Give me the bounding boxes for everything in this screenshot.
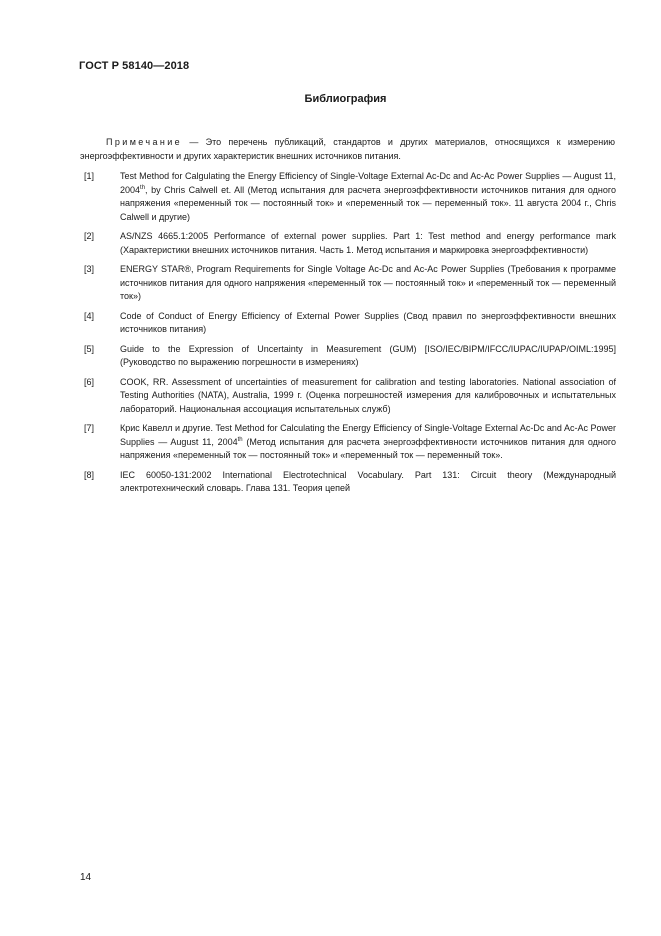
- entry-text-main: ENERGY STAR®, Program Requirements for Single Voltage Ac-Dc and Ac-Ac Power Supplies (Требования к программе источников питания для одного напряжения «переменный ток — постоянный ток» и «переменный ток — переменный ток»): [120, 264, 616, 301]
- page-number: 14: [80, 872, 92, 883]
- bibliography-entry: [80, 376, 616, 417]
- entry-text: [120, 343, 616, 370]
- entry-number: [2]: [84, 231, 95, 241]
- bibliography-entry: [80, 263, 616, 304]
- entry-text-main: IEC 60050-131:2002 International Electrotechnical Vocabulary. Part 131: Circuit theory (Международный электротехнический словарь. Глава 131. Теория цепей: [120, 469, 616, 493]
- entry-text-main: Code of Conduct of Energy Efficiency of External Power Supplies (Свод правил по энергоэффективности внешних источников питания): [120, 310, 616, 334]
- entry-number: [7]: [84, 423, 95, 433]
- note-label: Примечание: [106, 137, 183, 147]
- entry-text-continued: (Метод испытания для расчета энергоэффективности источников питания для одного напряжения «переменный ток — постоянный ток» и «переменный ток — переменный ток».: [120, 436, 616, 460]
- entry-number: [4]: [84, 310, 95, 321]
- entry-text: [120, 422, 616, 463]
- entry-text-main: Guide to the Expression of Uncertainty in Measurement (GUM) [ISO/IEC/BIPM/IFCC/IUPAC/IUPAP/OIML:1995] (Руководство по выражению погрешности в измерениях): [120, 343, 616, 367]
- entry-number: [5]: [84, 343, 95, 354]
- entry-text: [120, 263, 616, 304]
- bibliography-list: [80, 170, 616, 502]
- note-text: — Это перечень публикаций, стандартов и других материалов, относящихся к измерению энергоэффективности и других характеристик внешних источников питания.: [80, 137, 615, 161]
- bibliography-entry: [80, 343, 616, 370]
- entry-text-main: COOK, RR. Assessment of uncertainties of measurement for calibration and testing laboratories. National association of Testing Authorities (NATA), Australia, 1999 г. (Оценка погрешностей измерения для калибровочных и испытательных лабораторий. Национальная ассоциация испытательных служб): [120, 376, 616, 414]
- entry-number: [8]: [84, 469, 95, 480]
- entry-text: [120, 469, 616, 496]
- entry-number: [6]: [84, 376, 95, 387]
- entry-number: [3]: [84, 264, 95, 274]
- entry-text: [120, 376, 616, 417]
- entry-text-main: Крис Кавелл и другие. Test Method for Calculating the Energy Efficiency of Single-Voltage External Ac-Dc and Ac-Ac Power Supplies — August 11, 2004: [120, 423, 616, 447]
- entry-text-main: Test Method for Calgulating the Energy Efficiency of Single-Voltage External Ac-Dc and Ac-Ac Power Supplies — August 11, 2004: [120, 171, 616, 195]
- page-title: [0, 93, 661, 105]
- entry-text: [120, 170, 616, 224]
- note-paragraph: [80, 135, 615, 163]
- bibliography-entry: [80, 469, 616, 496]
- entry-text-main: AS/NZS 4665.1:2005 Performance of external power supplies. Part 1: Test method and energy performance mark (Характеристики внешних источников питания. Часть 1. Метод испытания и маркировка энергоэффективности): [120, 231, 616, 255]
- entry-text-continued: , by Chris Calwell et. All (Метод испытания для расчета энергоэффективности источников питания для одного напряжения «переменный ток — постоянный ток» и «переменный ток — переменный ток». 11 августа 2004 г., Chris Calwell и другие): [120, 184, 616, 222]
- document-header: ГОСТ Р 58140—2018: [79, 60, 190, 72]
- entry-text: [120, 230, 616, 257]
- entry-superscript: th: [237, 436, 243, 443]
- bibliography-entry: [80, 170, 616, 224]
- entry-number: [1]: [84, 171, 95, 181]
- entry-superscript: th: [140, 184, 146, 191]
- bibliography-entry: [80, 230, 616, 257]
- bibliography-entry: [80, 422, 616, 463]
- page-title-text: Библиография: [304, 93, 387, 105]
- bibliography-entry: [80, 310, 616, 337]
- entry-text: [120, 310, 616, 337]
